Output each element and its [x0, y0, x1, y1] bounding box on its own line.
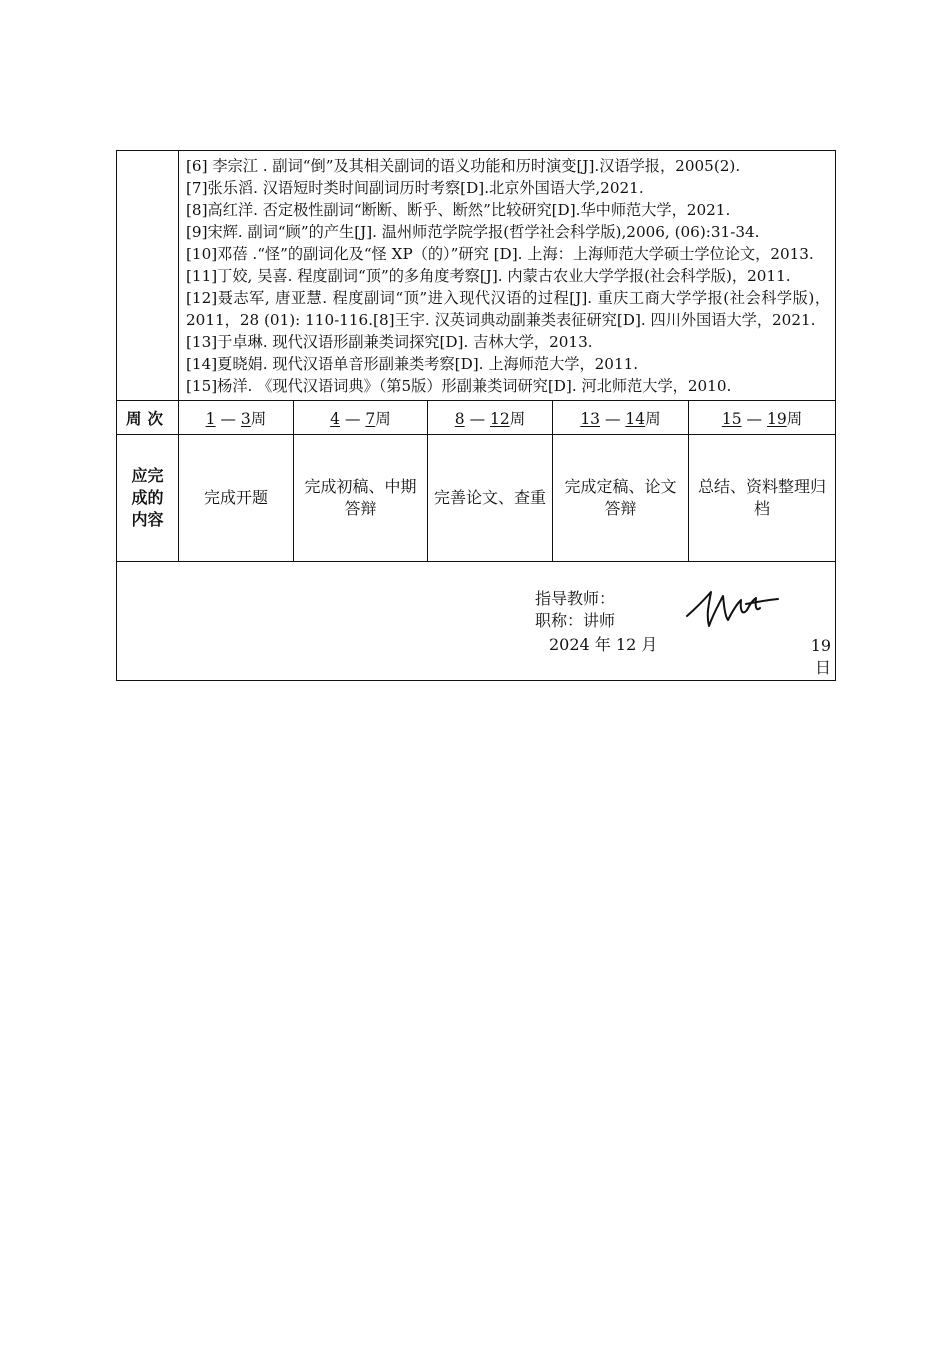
reference-item: [10]邓蓓 .“怪”的副词化及“怪 XP（的）”研究 [D]. 上海：上海师范大学硕士学位论文，2013. — [186, 245, 814, 263]
reference-item: [6] 李宗江 . 副词“倒”及其相关副词的语义功能和历时演变[J].汉语学报，2005(2). — [186, 157, 741, 175]
task-cell: 总结、资料整理归档 — [689, 435, 836, 562]
references-list — [179, 151, 836, 401]
week-range-cell: 8 — 12周 — [428, 401, 553, 435]
signature-date: 2024 年 12 月 — [549, 635, 658, 654]
advisor-info — [535, 588, 615, 632]
week-range-cell: 15 — 19周 — [689, 401, 836, 435]
task-header: 应完成的内容 — [117, 435, 179, 562]
advisor-label: 指导教师： — [535, 589, 616, 608]
week-header: 周次 — [117, 401, 179, 435]
task-cell: 完成开题 — [179, 435, 294, 562]
title-label: 职称：讲师 — [535, 611, 616, 630]
handwritten-signature-icon — [684, 582, 780, 634]
reference-item: [13]于卓琳. 现代汉语形副兼类词探究[D]. 吉林大学，2013. — [186, 333, 593, 351]
signature-row — [117, 562, 836, 681]
references-row — [117, 151, 836, 401]
references-label-cell — [117, 151, 179, 401]
week-row — [117, 401, 836, 435]
reference-item: [14]夏晓娟. 现代汉语单音形副兼类考察[D]. 上海师范大学，2011. — [186, 355, 639, 373]
signature-cell — [117, 562, 836, 681]
task-cell: 完成初稿、中期答辩 — [294, 435, 428, 562]
task-cell: 完成定稿、论文答辩 — [553, 435, 689, 562]
week-range-cell: 4 — 7周 — [294, 401, 428, 435]
reference-item: [9]宋辉. 副词“顾”的产生[J]. 温州师范学院学报(哲学社会科学版),2006, (06):31-34. — [186, 223, 760, 241]
reference-item: [7]张乐滔. 汉语短时类时间副词历时考察[D].北京外国语大学,2021. — [186, 179, 644, 197]
signature-day: 19 日 — [810, 636, 832, 677]
task-cell: 完善论文、查重 — [428, 435, 553, 562]
task-schedule-table — [116, 150, 836, 681]
task-row — [117, 435, 836, 562]
week-range-cell: 13 — 14周 — [553, 401, 689, 435]
reference-item: [12]聂志军, 唐亚慧. 程度副词“顶”进入现代汉语的过程[J]. 重庆工商大学学报(社会科学版)，2011，28 (01): 110-116.[8]王宇. 汉英词典动副兼类表征研究[D]. 四川外国语大学，2021. — [186, 289, 831, 329]
reference-item: [11]丁姣, 吴喜. 程度副词“顶”的多角度考察[J]. 内蒙古农业大学学报(社会科学版)，2011. — [186, 267, 791, 285]
week-range-cell: 1 — 3周 — [179, 401, 294, 435]
reference-item: [15]杨洋. 《现代汉语词典》（第5版）形副兼类词研究[D]. 河北师范大学，2010. — [186, 377, 732, 395]
reference-item: [8]高红洋. 否定极性副词“断断、断乎、断然”比较研究[D].华中师范大学，2021. — [186, 201, 731, 219]
